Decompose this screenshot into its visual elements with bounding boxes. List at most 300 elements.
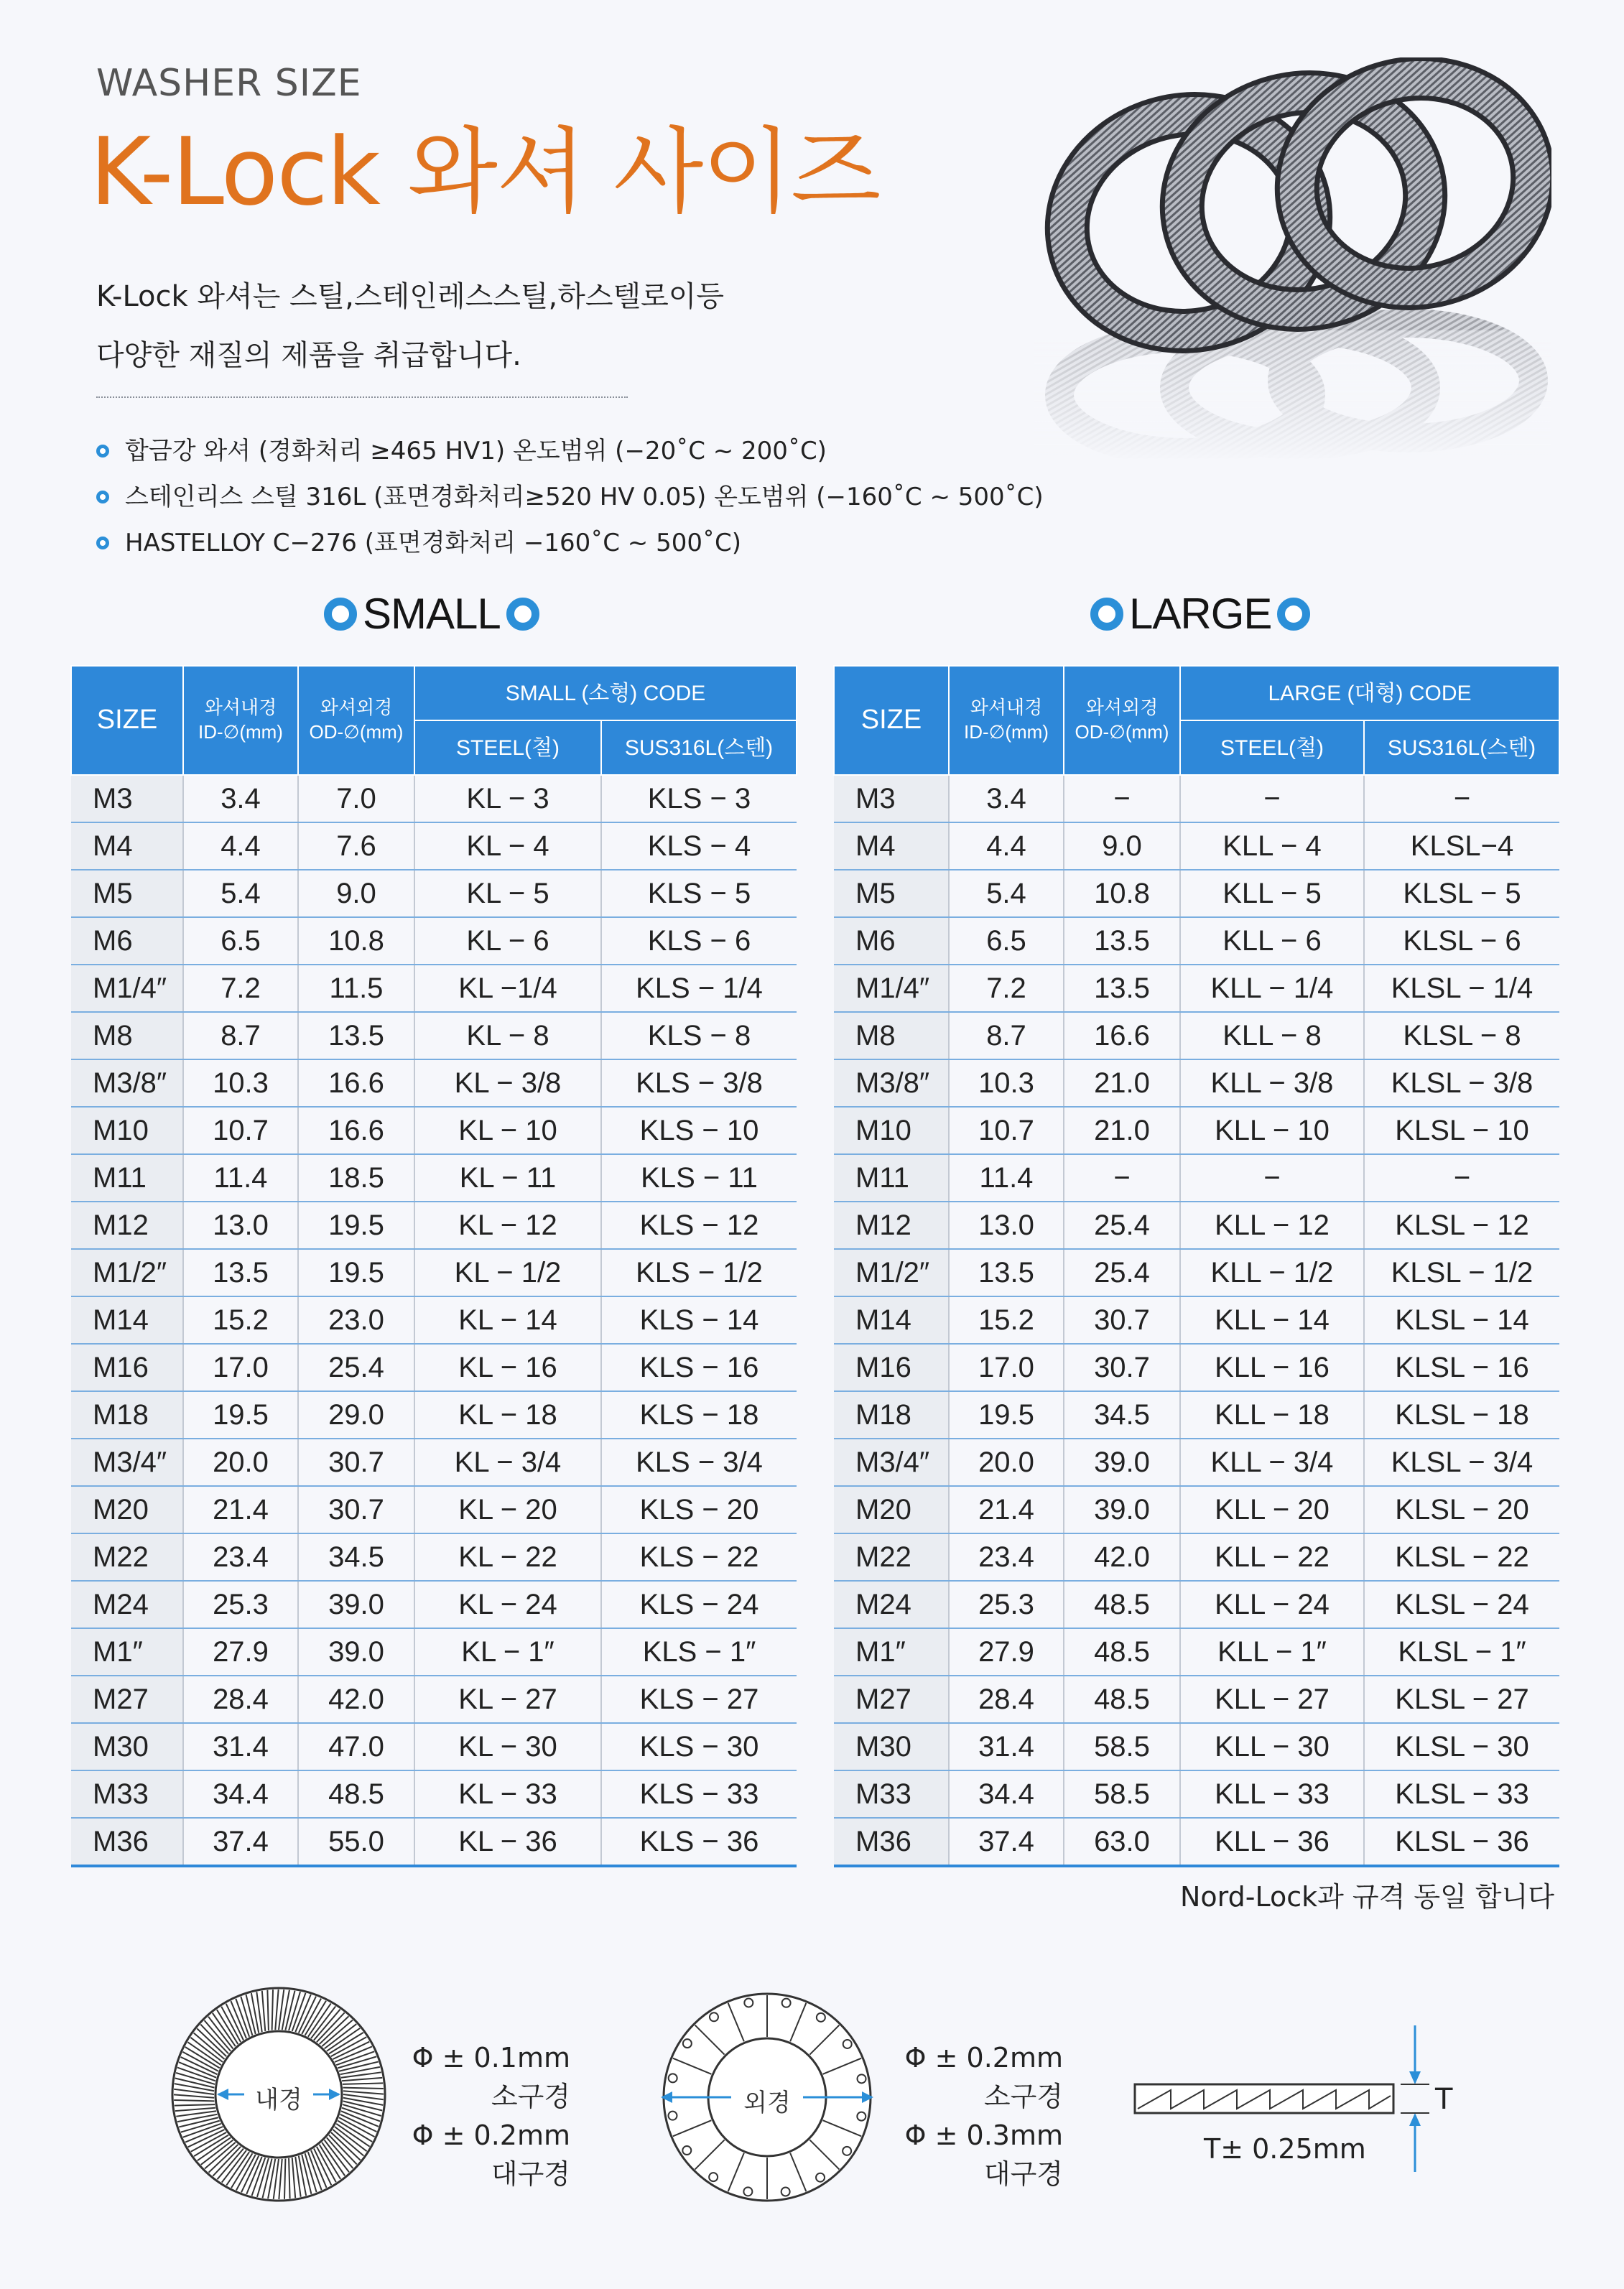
cell-id: 4.4 <box>183 822 298 870</box>
cell-id: 34.4 <box>183 1770 298 1818</box>
cell-od: 13.5 <box>1064 965 1180 1012</box>
cell-od: 30.7 <box>1064 1296 1180 1344</box>
bullet-ring-icon <box>96 537 109 549</box>
cell-sus-code: − <box>1364 775 1559 822</box>
cell-size: M1/4″ <box>834 965 949 1012</box>
table-row <box>834 965 1559 1012</box>
large-table-body <box>834 775 1559 1866</box>
cell-sus-code: KLSL − 1″ <box>1364 1628 1559 1676</box>
spec-item <box>96 428 1044 474</box>
table-row <box>834 775 1559 822</box>
cell-steel-code: KLL − 10 <box>1180 1107 1364 1154</box>
large-section-title <box>1085 589 1316 639</box>
cell-od: 34.5 <box>1064 1391 1180 1439</box>
col-id: 와셔내경 ID-∅(mm) <box>183 666 298 775</box>
cell-sus-code: KLSL−4 <box>1364 822 1559 870</box>
cell-od: 30.7 <box>298 1486 414 1533</box>
table-row <box>834 1676 1559 1723</box>
cell-od: 30.7 <box>298 1439 414 1486</box>
cell-sus-code: KLS − 36 <box>601 1818 797 1866</box>
table-row <box>834 1344 1559 1391</box>
cell-size: M22 <box>834 1533 949 1581</box>
cell-id: 21.4 <box>183 1486 298 1533</box>
cell-sus-code: KLSL − 27 <box>1364 1676 1559 1723</box>
table-row <box>71 917 797 965</box>
cell-id: 27.9 <box>949 1628 1064 1676</box>
cell-od: 42.0 <box>298 1676 414 1723</box>
table-row <box>834 822 1559 870</box>
cell-id: 4.4 <box>949 822 1064 870</box>
table-row <box>71 1581 797 1628</box>
table-row <box>71 1676 797 1723</box>
cell-sus-code: KLSL − 8 <box>1364 1012 1559 1059</box>
cell-od: 10.8 <box>298 917 414 965</box>
table-row <box>71 1818 797 1866</box>
cell-od: 21.0 <box>1064 1107 1180 1154</box>
cell-id: 11.4 <box>949 1154 1064 1202</box>
table-row <box>71 1202 797 1249</box>
cell-od: 19.5 <box>298 1249 414 1296</box>
cell-id: 10.3 <box>949 1059 1064 1107</box>
table-row <box>71 1107 797 1154</box>
cell-id: 17.0 <box>183 1344 298 1391</box>
cell-id: 10.3 <box>183 1059 298 1107</box>
washer-rings <box>1047 57 1551 353</box>
cell-id: 27.9 <box>183 1628 298 1676</box>
cell-od: 11.5 <box>298 965 414 1012</box>
page-subtitle: WASHER SIZE <box>96 62 362 105</box>
cell-od: 34.5 <box>298 1533 414 1581</box>
cell-sus-code: KLS − 3 <box>601 775 797 822</box>
cell-od: 18.5 <box>298 1154 414 1202</box>
cell-od: 25.4 <box>1064 1202 1180 1249</box>
spec-text: 스테인리스 스틸 316L (표면경화처리≥520 HV 0.05) 온도범위 (−160˚C ~ 500˚C) <box>125 483 1044 511</box>
cell-id: 13.0 <box>949 1202 1064 1249</box>
cell-steel-code: KL − 12 <box>414 1202 601 1249</box>
cell-steel-code: KL −1/4 <box>414 965 601 1012</box>
compatibility-note: Nord-Lock과 규격 동일 합니다 <box>1179 1881 1554 1913</box>
cell-size: M3/4″ <box>834 1439 949 1486</box>
table-row <box>834 1439 1559 1486</box>
cell-sus-code: KLS − 20 <box>601 1486 797 1533</box>
cell-size: M14 <box>834 1296 949 1344</box>
cell-od: 9.0 <box>1064 822 1180 870</box>
cell-id: 20.0 <box>183 1439 298 1486</box>
cell-steel-code: KL − 3/4 <box>414 1439 601 1486</box>
cell-id: 23.4 <box>949 1533 1064 1581</box>
cell-sus-code: KLSL − 30 <box>1364 1723 1559 1770</box>
cell-sus-code: KLS − 3/8 <box>601 1059 797 1107</box>
cell-steel-code: KLL − 3/4 <box>1180 1439 1364 1486</box>
cell-od: − <box>1064 1154 1180 1202</box>
table-row <box>71 775 797 822</box>
cell-size: M11 <box>71 1154 183 1202</box>
cell-id: 5.4 <box>183 870 298 917</box>
inner-tolerance-text: Φ ± 0.1mm 소구경 Φ ± 0.2mm 대구경 <box>412 2042 570 2190</box>
cell-od: 39.0 <box>298 1581 414 1628</box>
cell-size: M3/4″ <box>71 1439 183 1486</box>
cell-size: M16 <box>71 1344 183 1391</box>
spec-item <box>96 474 1044 520</box>
cell-sus-code: KLSL − 24 <box>1364 1581 1559 1628</box>
cell-size: M1″ <box>834 1628 949 1676</box>
cell-steel-code: KL − 36 <box>414 1818 601 1866</box>
cell-id: 20.0 <box>949 1439 1064 1486</box>
cell-od: 25.4 <box>1064 1249 1180 1296</box>
cell-sus-code: KLSL − 1/4 <box>1364 965 1559 1012</box>
cell-size: M4 <box>834 822 949 870</box>
cell-od: 29.0 <box>298 1391 414 1439</box>
cell-size: M10 <box>71 1107 183 1154</box>
cell-od: 10.8 <box>1064 870 1180 917</box>
cell-steel-code: KLL − 22 <box>1180 1533 1364 1581</box>
cell-size: M4 <box>71 822 183 870</box>
table-row <box>71 1533 797 1581</box>
cell-steel-code: KL − 1″ <box>414 1628 601 1676</box>
cell-steel-code: KL − 20 <box>414 1486 601 1533</box>
cell-sus-code: KLS − 16 <box>601 1344 797 1391</box>
intro-line: 다양한 재질의 제품을 취급합니다. <box>96 339 521 372</box>
cell-od: 63.0 <box>1064 1818 1180 1866</box>
cell-steel-code: KLL − 18 <box>1180 1391 1364 1439</box>
washer-reflection <box>1034 323 1551 460</box>
cell-sus-code: KLS − 8 <box>601 1012 797 1059</box>
cell-sus-code: KLSL − 16 <box>1364 1344 1559 1391</box>
cell-id: 11.4 <box>183 1154 298 1202</box>
table-row <box>71 870 797 917</box>
cell-sus-code: KLS − 27 <box>601 1676 797 1723</box>
cell-steel-code: KL − 3/8 <box>414 1059 601 1107</box>
cell-steel-code: KL − 22 <box>414 1533 601 1581</box>
cell-sus-code: KLS − 6 <box>601 917 797 965</box>
cell-sus-code: KLS − 30 <box>601 1723 797 1770</box>
cell-steel-code: KLL − 24 <box>1180 1581 1364 1628</box>
col-steel: STEEL(철) <box>414 720 601 775</box>
cell-sus-code: KLS − 5 <box>601 870 797 917</box>
cell-sus-code: KLSL − 22 <box>1364 1533 1559 1581</box>
col-od: 와셔외경 OD-∅(mm) <box>298 666 414 775</box>
cell-sus-code: KLSL − 5 <box>1364 870 1559 917</box>
cell-id: 37.4 <box>183 1818 298 1866</box>
cell-steel-code: KLL − 20 <box>1180 1486 1364 1533</box>
cell-od: 23.0 <box>298 1296 414 1344</box>
table-row <box>834 1533 1559 1581</box>
cell-size: M18 <box>71 1391 183 1439</box>
col-sus: SUS316L(스텐) <box>1364 720 1559 775</box>
cell-id: 17.0 <box>949 1344 1064 1391</box>
cell-steel-code: KL − 5 <box>414 870 601 917</box>
table-row <box>71 1770 797 1818</box>
cell-steel-code: KL − 27 <box>414 1676 601 1723</box>
table-row <box>71 1012 797 1059</box>
cell-size: M33 <box>71 1770 183 1818</box>
cell-size: M3 <box>834 775 949 822</box>
cell-steel-code: KLL − 27 <box>1180 1676 1364 1723</box>
cell-id: 5.4 <box>949 870 1064 917</box>
cell-steel-code: − <box>1180 1154 1364 1202</box>
cell-sus-code: KLSL − 1/2 <box>1364 1249 1559 1296</box>
col-size: SIZE <box>834 666 949 775</box>
cell-sus-code: KLS − 24 <box>601 1581 797 1628</box>
cell-size: M36 <box>71 1818 183 1866</box>
table-row <box>71 1628 797 1676</box>
table-row <box>71 1344 797 1391</box>
cell-steel-code: KL − 3 <box>414 775 601 822</box>
cell-steel-code: KLL − 3/8 <box>1180 1059 1364 1107</box>
cell-size: M10 <box>834 1107 949 1154</box>
table-row <box>834 1296 1559 1344</box>
cell-id: 31.4 <box>949 1723 1064 1770</box>
col-od: 와셔외경 OD-∅(mm) <box>1064 666 1180 775</box>
intro-text <box>96 267 724 385</box>
spec-text: HASTELLOY C−276 (표면경화처리 −160˚C ~ 500˚C) <box>125 529 742 557</box>
cell-od: 48.5 <box>1064 1676 1180 1723</box>
ring-icon <box>324 598 357 631</box>
col-sus: SUS316L(스텐) <box>601 720 797 775</box>
cell-size: M1″ <box>71 1628 183 1676</box>
table-row <box>71 1723 797 1770</box>
outer-diameter-label: 외경 <box>743 2089 791 2117</box>
cell-steel-code: KLL − 8 <box>1180 1012 1364 1059</box>
table-row <box>71 965 797 1012</box>
cell-steel-code: KL − 14 <box>414 1296 601 1344</box>
cell-sus-code: KLS − 33 <box>601 1770 797 1818</box>
cell-id: 7.2 <box>183 965 298 1012</box>
cell-steel-code: KLL − 1/2 <box>1180 1249 1364 1296</box>
small-title-text: SMALL <box>363 590 501 638</box>
cell-size: M24 <box>834 1581 949 1628</box>
thickness-symbol: T <box>1435 2083 1453 2116</box>
cell-id: 19.5 <box>949 1391 1064 1439</box>
ring-icon <box>1277 598 1310 631</box>
cell-size: M33 <box>834 1770 949 1818</box>
ring-icon <box>1090 598 1123 631</box>
cell-sus-code: KLSL − 10 <box>1364 1107 1559 1154</box>
cell-sus-code: − <box>1364 1154 1559 1202</box>
cell-size: M24 <box>71 1581 183 1628</box>
cell-size: M11 <box>834 1154 949 1202</box>
cell-size: M30 <box>834 1723 949 1770</box>
cell-size: M1/2″ <box>834 1249 949 1296</box>
cell-od: 21.0 <box>1064 1059 1180 1107</box>
cell-sus-code: KLS − 4 <box>601 822 797 870</box>
cell-od: 42.0 <box>1064 1533 1180 1581</box>
inner-diameter-label: 내경 <box>255 2086 302 2114</box>
cell-steel-code: KLL − 6 <box>1180 917 1364 965</box>
cell-od: 48.5 <box>1064 1581 1180 1628</box>
cell-sus-code: KLSL − 3/8 <box>1364 1059 1559 1107</box>
cell-od: 58.5 <box>1064 1723 1180 1770</box>
col-size: SIZE <box>71 666 183 775</box>
table-row <box>71 1059 797 1107</box>
table-row <box>71 822 797 870</box>
cell-steel-code: KL − 11 <box>414 1154 601 1202</box>
outer-tolerance-text: Φ ± 0.2mm 소구경 Φ ± 0.3mm 대구경 <box>904 2042 1063 2190</box>
table-row <box>71 1391 797 1439</box>
table-row <box>71 1486 797 1533</box>
cell-steel-code: KL − 8 <box>414 1012 601 1059</box>
cell-sus-code: KLS − 11 <box>601 1154 797 1202</box>
table-row <box>71 1439 797 1486</box>
cell-sus-code: KLS − 12 <box>601 1202 797 1249</box>
cell-id: 25.3 <box>183 1581 298 1628</box>
cell-steel-code: KLL − 33 <box>1180 1770 1364 1818</box>
spec-text: 합금강 와셔 (경화처리 ≥465 HV1) 온도범위 (−20˚C ~ 200˚C) <box>125 437 827 465</box>
cell-od: 13.5 <box>298 1012 414 1059</box>
cell-size: M12 <box>834 1202 949 1249</box>
cell-size: M3/8″ <box>834 1059 949 1107</box>
table-row <box>834 1723 1559 1770</box>
cell-steel-code: − <box>1180 775 1364 822</box>
cell-sus-code: KLS − 10 <box>601 1107 797 1154</box>
cell-sus-code: KLS − 1/4 <box>601 965 797 1012</box>
cell-size: M3 <box>71 775 183 822</box>
cell-od: 48.5 <box>1064 1628 1180 1676</box>
cell-steel-code: KL − 1/2 <box>414 1249 601 1296</box>
cell-sus-code: KLS − 14 <box>601 1296 797 1344</box>
cell-od: 9.0 <box>298 870 414 917</box>
cell-size: M6 <box>834 917 949 965</box>
cell-size: M14 <box>71 1296 183 1344</box>
cell-sus-code: KLS − 22 <box>601 1533 797 1581</box>
table-row <box>834 1391 1559 1439</box>
cell-od: 47.0 <box>298 1723 414 1770</box>
cell-od: 39.0 <box>1064 1486 1180 1533</box>
cell-od: 19.5 <box>298 1202 414 1249</box>
cell-sus-code: KLSL − 3/4 <box>1364 1439 1559 1486</box>
table-row <box>834 1628 1559 1676</box>
cell-steel-code: KL − 4 <box>414 822 601 870</box>
table-row <box>834 1486 1559 1533</box>
cell-steel-code: KLL − 36 <box>1180 1818 1364 1866</box>
table-row <box>834 1154 1559 1202</box>
cell-sus-code: KLS − 1/2 <box>601 1249 797 1296</box>
cell-size: M18 <box>834 1391 949 1439</box>
cell-steel-code: KLL − 4 <box>1180 822 1364 870</box>
cell-id: 15.2 <box>949 1296 1064 1344</box>
cell-sus-code: KLS − 18 <box>601 1391 797 1439</box>
cell-steel-code: KL − 24 <box>414 1581 601 1628</box>
cell-id: 13.5 <box>949 1249 1064 1296</box>
cell-id: 8.7 <box>183 1012 298 1059</box>
intro-line: K-Lock 와셔는 스틸,스테인레스스틸,하스텔로이등 <box>96 280 725 313</box>
washer-product-image <box>1034 57 1551 460</box>
cell-size: M27 <box>71 1676 183 1723</box>
cell-id: 6.5 <box>183 917 298 965</box>
cell-size: M8 <box>71 1012 183 1059</box>
cell-od: 58.5 <box>1064 1770 1180 1818</box>
cell-steel-code: KLL − 16 <box>1180 1344 1364 1391</box>
cell-id: 25.3 <box>949 1581 1064 1628</box>
cell-id: 3.4 <box>183 775 298 822</box>
table-row <box>834 870 1559 917</box>
cell-size: M27 <box>834 1676 949 1723</box>
cell-id: 28.4 <box>183 1676 298 1723</box>
cell-sus-code: KLSL − 12 <box>1364 1202 1559 1249</box>
cell-od: 48.5 <box>298 1770 414 1818</box>
cell-steel-code: KLL − 1″ <box>1180 1628 1364 1676</box>
cell-steel-code: KLL − 14 <box>1180 1296 1364 1344</box>
bullet-ring-icon <box>96 491 109 503</box>
cell-steel-code: KLL − 30 <box>1180 1723 1364 1770</box>
cell-sus-code: KLS − 1″ <box>601 1628 797 1676</box>
cell-sus-code: KLSL − 33 <box>1364 1770 1559 1818</box>
table-row <box>834 1107 1559 1154</box>
dotted-divider <box>96 396 628 398</box>
cell-od: 30.7 <box>1064 1344 1180 1391</box>
cell-steel-code: KL − 10 <box>414 1107 601 1154</box>
cell-steel-code: KL − 18 <box>414 1391 601 1439</box>
cell-steel-code: KLL − 5 <box>1180 870 1364 917</box>
cell-steel-code: KL − 6 <box>414 917 601 965</box>
cell-size: M12 <box>71 1202 183 1249</box>
cell-size: M22 <box>71 1533 183 1581</box>
cell-id: 3.4 <box>949 775 1064 822</box>
cell-size: M16 <box>834 1344 949 1391</box>
cell-od: 25.4 <box>298 1344 414 1391</box>
cell-id: 13.5 <box>183 1249 298 1296</box>
cell-size: M20 <box>834 1486 949 1533</box>
table-row <box>834 1770 1559 1818</box>
table-row <box>71 1296 797 1344</box>
cell-size: M30 <box>71 1723 183 1770</box>
cell-od: 13.5 <box>1064 917 1180 965</box>
cell-od: − <box>1064 775 1180 822</box>
cell-id: 19.5 <box>183 1391 298 1439</box>
cell-steel-code: KL − 16 <box>414 1344 601 1391</box>
cell-sus-code: KLS − 3/4 <box>601 1439 797 1486</box>
cell-id: 10.7 <box>949 1107 1064 1154</box>
cell-id: 7.2 <box>949 965 1064 1012</box>
cell-od: 7.6 <box>298 822 414 870</box>
cell-size: M3/8″ <box>71 1059 183 1107</box>
table-row <box>834 1202 1559 1249</box>
table-row <box>834 1059 1559 1107</box>
cell-size: M5 <box>834 870 949 917</box>
cell-id: 37.4 <box>949 1818 1064 1866</box>
cell-steel-code: KL − 30 <box>414 1723 601 1770</box>
bullet-ring-icon <box>96 445 109 458</box>
page-title: K-Lock 와셔 사이즈 <box>90 117 880 226</box>
small-section-title <box>318 589 545 639</box>
col-code: SMALL (소형) CODE <box>414 666 797 720</box>
cell-steel-code: KLL − 12 <box>1180 1202 1364 1249</box>
cell-sus-code: KLSL − 6 <box>1364 917 1559 965</box>
cell-id: 15.2 <box>183 1296 298 1344</box>
cell-steel-code: KL − 33 <box>414 1770 601 1818</box>
cell-size: M20 <box>71 1486 183 1533</box>
cell-sus-code: KLSL − 36 <box>1364 1818 1559 1866</box>
cell-size: M5 <box>71 870 183 917</box>
cell-id: 21.4 <box>949 1486 1064 1533</box>
table-row <box>71 1154 797 1202</box>
cell-size: M1/2″ <box>71 1249 183 1296</box>
cell-steel-code: KLL − 1/4 <box>1180 965 1364 1012</box>
cell-id: 23.4 <box>183 1533 298 1581</box>
cell-od: 39.0 <box>1064 1439 1180 1486</box>
cell-size: M1/4″ <box>71 965 183 1012</box>
col-steel: STEEL(철) <box>1180 720 1364 775</box>
cell-od: 55.0 <box>298 1818 414 1866</box>
ring-icon <box>506 598 539 631</box>
small-size-table <box>70 665 797 1867</box>
cell-size: M6 <box>71 917 183 965</box>
large-title-text: LARGE <box>1129 590 1272 638</box>
spec-list <box>96 428 1044 566</box>
cell-size: M36 <box>834 1818 949 1866</box>
large-size-table <box>833 665 1560 1867</box>
table-row <box>71 1249 797 1296</box>
